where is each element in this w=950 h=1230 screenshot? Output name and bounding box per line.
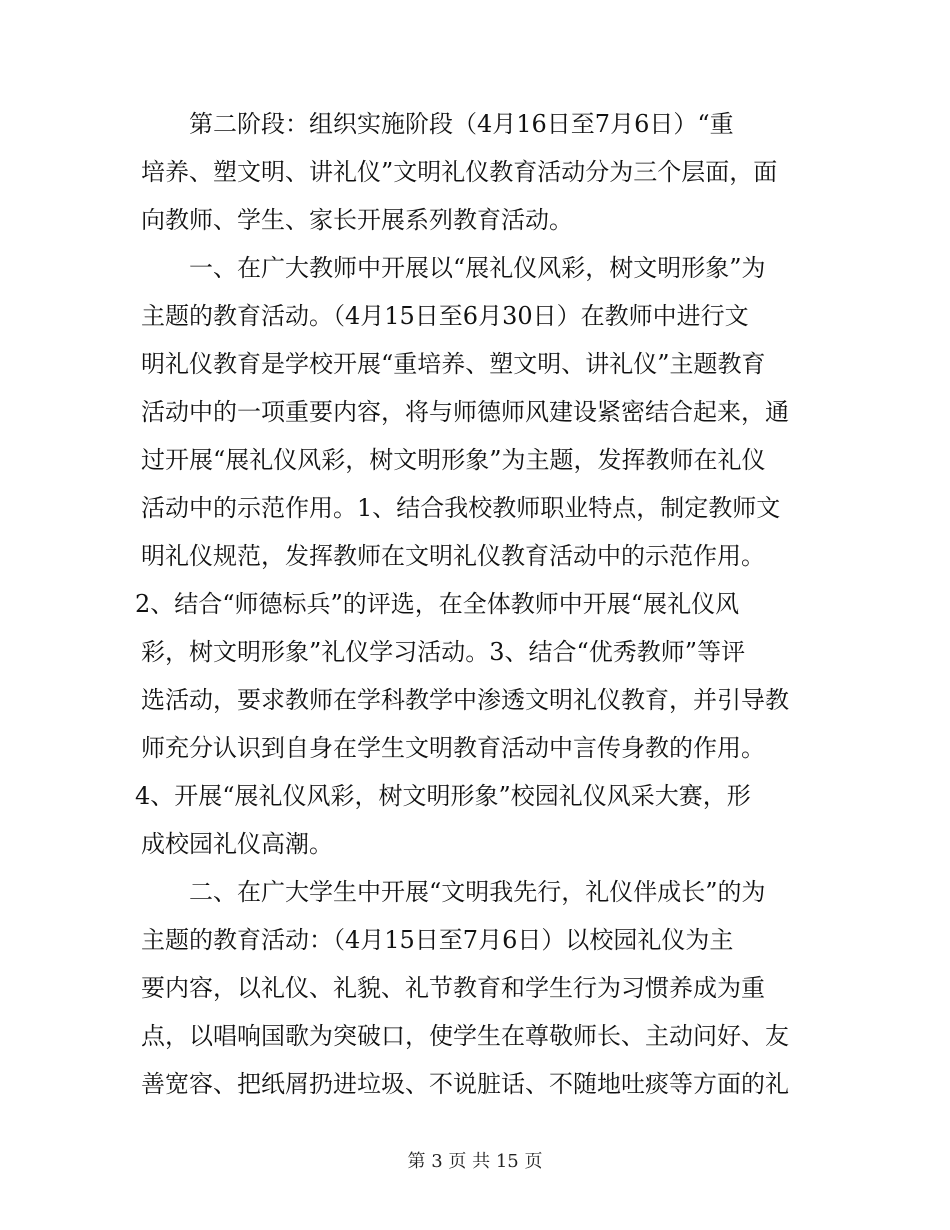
paragraph-2-line: 过开展“展礼仪风彩，树文明形象”为主题，发挥教师在礼仪	[141, 446, 766, 474]
paragraph-3-line: 二、在广大学生中开展“文明我先行，礼仪伴成长”的为	[189, 878, 766, 906]
paragraph-3-line: 善宽容、把纸屑扔进垃圾、不说脏话、不随地吐痰等方面的礼	[141, 1070, 789, 1098]
paragraph-2-line: 主题的教育活动。（4月15日至6月30日）在教师中进行文	[141, 302, 749, 330]
paragraph-2-line: 4、开展“展礼仪风彩，树文明形象”校园礼仪风采大赛，形	[135, 782, 751, 810]
paragraph-2-line: 成校园礼仪高潮。	[141, 830, 333, 858]
paragraph-2-line: 彩，树文明形象”礼仪学习活动。3、结合“优秀教师”等评	[141, 638, 746, 666]
paragraph-3-line: 主题的教育活动：（4月15日至7月6日）以校园礼仪为主	[141, 926, 734, 954]
paragraph-2-line: 明礼仪规范，发挥教师在文明礼仪教育活动中的示范作用。	[141, 542, 765, 570]
paragraph-1-line: 第二阶段：组织实施阶段（4月16日至7月6日）“重	[189, 110, 734, 138]
paragraph-2-line: 2、结合“师德标兵”的评选，在全体教师中开展“展礼仪风	[135, 590, 740, 618]
paragraph-2-line: 师充分认识到自身在学生文明教育活动中言传身教的作用。	[141, 734, 765, 762]
paragraph-3-line: 要内容，以礼仪、礼貌、礼节教育和学生行为习惯养成为重	[141, 974, 765, 1002]
paragraph-2-line: 活动中的示范作用。1、结合我校教师职业特点，制定教师文	[141, 494, 781, 522]
body-text	[135, 100, 813, 1108]
paragraph-2-line: 选活动，要求教师在学科教学中渗透文明礼仪教育，并引导教	[141, 686, 789, 714]
paragraph-2-line: 明礼仪教育是学校开展“重培养、塑文明、讲礼仪”主题教育	[141, 350, 766, 378]
paragraph-1-line: 向教师、学生、家长开展系列教育活动。	[141, 206, 573, 234]
paragraph-3-line: 点，以唱响国歌为突破口，使学生在尊敬师长、主动问好、友	[141, 1022, 789, 1050]
paragraph-1-line: 培养、塑文明、讲礼仪”文明礼仪教育活动分为三个层面，面	[141, 158, 778, 186]
page-number-footer: 第 3 页 共 15 页	[407, 1151, 543, 1172]
paragraph-2-line: 一、在广大教师中开展以“展礼仪风彩，树文明形象”为	[189, 254, 766, 282]
paragraph-2-line: 活动中的一项重要内容，将与师德师风建设紧密结合起来，通	[141, 398, 789, 426]
